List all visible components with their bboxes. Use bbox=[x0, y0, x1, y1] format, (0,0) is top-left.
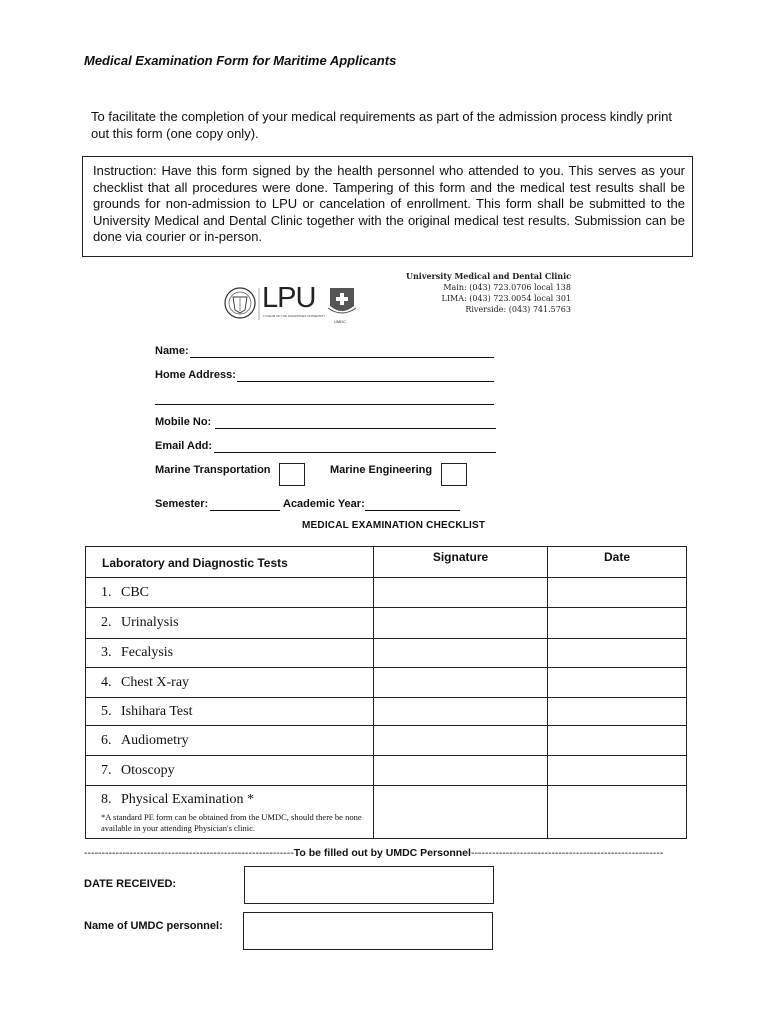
signature-cell[interactable] bbox=[374, 578, 548, 608]
table-row bbox=[86, 726, 687, 756]
date-cell[interactable] bbox=[548, 756, 687, 786]
home-address-label: Home Address: bbox=[155, 369, 236, 381]
table-row bbox=[86, 639, 687, 668]
signature-cell[interactable] bbox=[374, 668, 548, 698]
test-name-cell: 6. Audiometry bbox=[86, 726, 374, 756]
academic-year-input-line[interactable] bbox=[365, 510, 460, 511]
mobile-label: Mobile No: bbox=[155, 416, 212, 428]
academic-year-label: Academic Year: bbox=[283, 498, 365, 510]
table-row bbox=[86, 578, 687, 608]
date-received-input[interactable] bbox=[244, 866, 494, 904]
name-label: Name: bbox=[155, 345, 189, 357]
semester-label: Semester: bbox=[155, 498, 209, 510]
signature-cell[interactable] bbox=[374, 786, 548, 839]
table-row bbox=[86, 608, 687, 639]
email-input-line[interactable] bbox=[214, 452, 496, 453]
date-received-label: DATE RECEIVED: bbox=[84, 878, 177, 890]
home-address-input-line[interactable] bbox=[237, 381, 494, 382]
table-row bbox=[86, 668, 687, 698]
lpu-wordmark: LPU bbox=[262, 282, 316, 314]
marine-transportation-label: Marine Transportation bbox=[155, 464, 271, 476]
home-address-input-line-2[interactable] bbox=[155, 404, 494, 405]
date-cell[interactable] bbox=[548, 726, 687, 756]
column-header-signature: Signature bbox=[374, 547, 548, 578]
test-name-cell: 7. Otoscopy bbox=[86, 756, 374, 786]
mobile-input-line[interactable] bbox=[215, 428, 496, 429]
instruction-text: Instruction: Have this form signed by the health personnel who attended to you. This serves as your checklist that all procedures were done. Tampering of this form and the medical test results shall be grounds for non-admission to LPU or cancelation of enrollment. This form shall be submitted to the University Medical and Dental Clinic together with the original medical test results. Submission can be done via courier or in-person. bbox=[93, 163, 685, 244]
signature-cell[interactable] bbox=[374, 698, 548, 726]
test-name-cell: 5. Ishihara Test bbox=[86, 698, 374, 726]
medical-checklist-table bbox=[85, 546, 687, 839]
date-cell[interactable] bbox=[548, 698, 687, 726]
signature-cell[interactable] bbox=[374, 726, 548, 756]
name-input-line[interactable] bbox=[190, 357, 494, 358]
date-cell[interactable] bbox=[548, 786, 687, 839]
email-label: Email Add: bbox=[155, 440, 213, 452]
test-name-cell: 4. Chest X-ray bbox=[86, 668, 374, 698]
table-row bbox=[86, 698, 687, 726]
table-header-row bbox=[86, 547, 687, 578]
clinic-riverside-phone: Riverside: (043) 741.5763 bbox=[465, 305, 571, 314]
marine-engineering-label: Marine Engineering bbox=[330, 464, 433, 476]
marine-engineering-checkbox[interactable] bbox=[441, 463, 467, 486]
lpu-wordmark-sub: LYCEUM OF THE PHILIPPINES UNIVERSITY bbox=[263, 314, 326, 318]
checklist-title: MEDICAL EXAMINATION CHECKLIST bbox=[302, 520, 486, 531]
clinic-name: University Medical and Dental Clinic bbox=[405, 271, 571, 281]
test-name-cell: 8. Physical Examination * *A standard PE form can be obtained from the UMDC, should there be none available in your attending Physician's clinic. bbox=[86, 786, 374, 839]
semester-input-line[interactable] bbox=[210, 510, 280, 511]
umdc-badge-text: UMDC bbox=[334, 319, 346, 324]
date-cell[interactable] bbox=[548, 668, 687, 698]
lpu-logo bbox=[224, 284, 364, 324]
date-cell[interactable] bbox=[548, 608, 687, 639]
umdc-divider: ------------------------------------------------------------To be filled out by UMDC Personnel------------------------------------------------------- bbox=[84, 847, 664, 859]
column-header-date: Date bbox=[548, 547, 687, 578]
table-row bbox=[86, 786, 687, 839]
umdc-personnel-input[interactable] bbox=[243, 912, 493, 950]
intro-text: To facilitate the completion of your medical requirements as part of the admission process kindly print out this form (one copy only). bbox=[91, 109, 672, 141]
date-cell[interactable] bbox=[548, 578, 687, 608]
umdc-badge-icon bbox=[328, 288, 356, 313]
date-cell[interactable] bbox=[548, 639, 687, 668]
clinic-main-phone: Main: (043) 723.0706 local 138 bbox=[443, 283, 571, 292]
signature-cell[interactable] bbox=[374, 756, 548, 786]
test-name-cell: 1. CBC bbox=[86, 578, 374, 608]
test-name-cell: 2. Urinalysis bbox=[86, 608, 374, 639]
signature-cell[interactable] bbox=[374, 639, 548, 668]
test-name-cell: 3. Fecalysis bbox=[86, 639, 374, 668]
form-title: Medical Examination Form for Maritime Applicants bbox=[84, 53, 397, 68]
clinic-lima-phone: LIMA: (043) 723.0054 local 301 bbox=[441, 294, 571, 303]
instruction-box bbox=[82, 156, 693, 257]
clinic-contact bbox=[380, 271, 571, 315]
pe-form-note: *A standard PE form can be obtained from the UMDC, should there be none available in your attending Physician's clinic. bbox=[101, 812, 362, 833]
umdc-personnel-label: Name of UMDC personnel: bbox=[84, 920, 223, 932]
signature-cell[interactable] bbox=[374, 608, 548, 639]
column-header-tests: Laboratory and Diagnostic Tests bbox=[86, 547, 374, 578]
table-row bbox=[86, 756, 687, 786]
marine-transportation-checkbox[interactable] bbox=[279, 463, 305, 486]
